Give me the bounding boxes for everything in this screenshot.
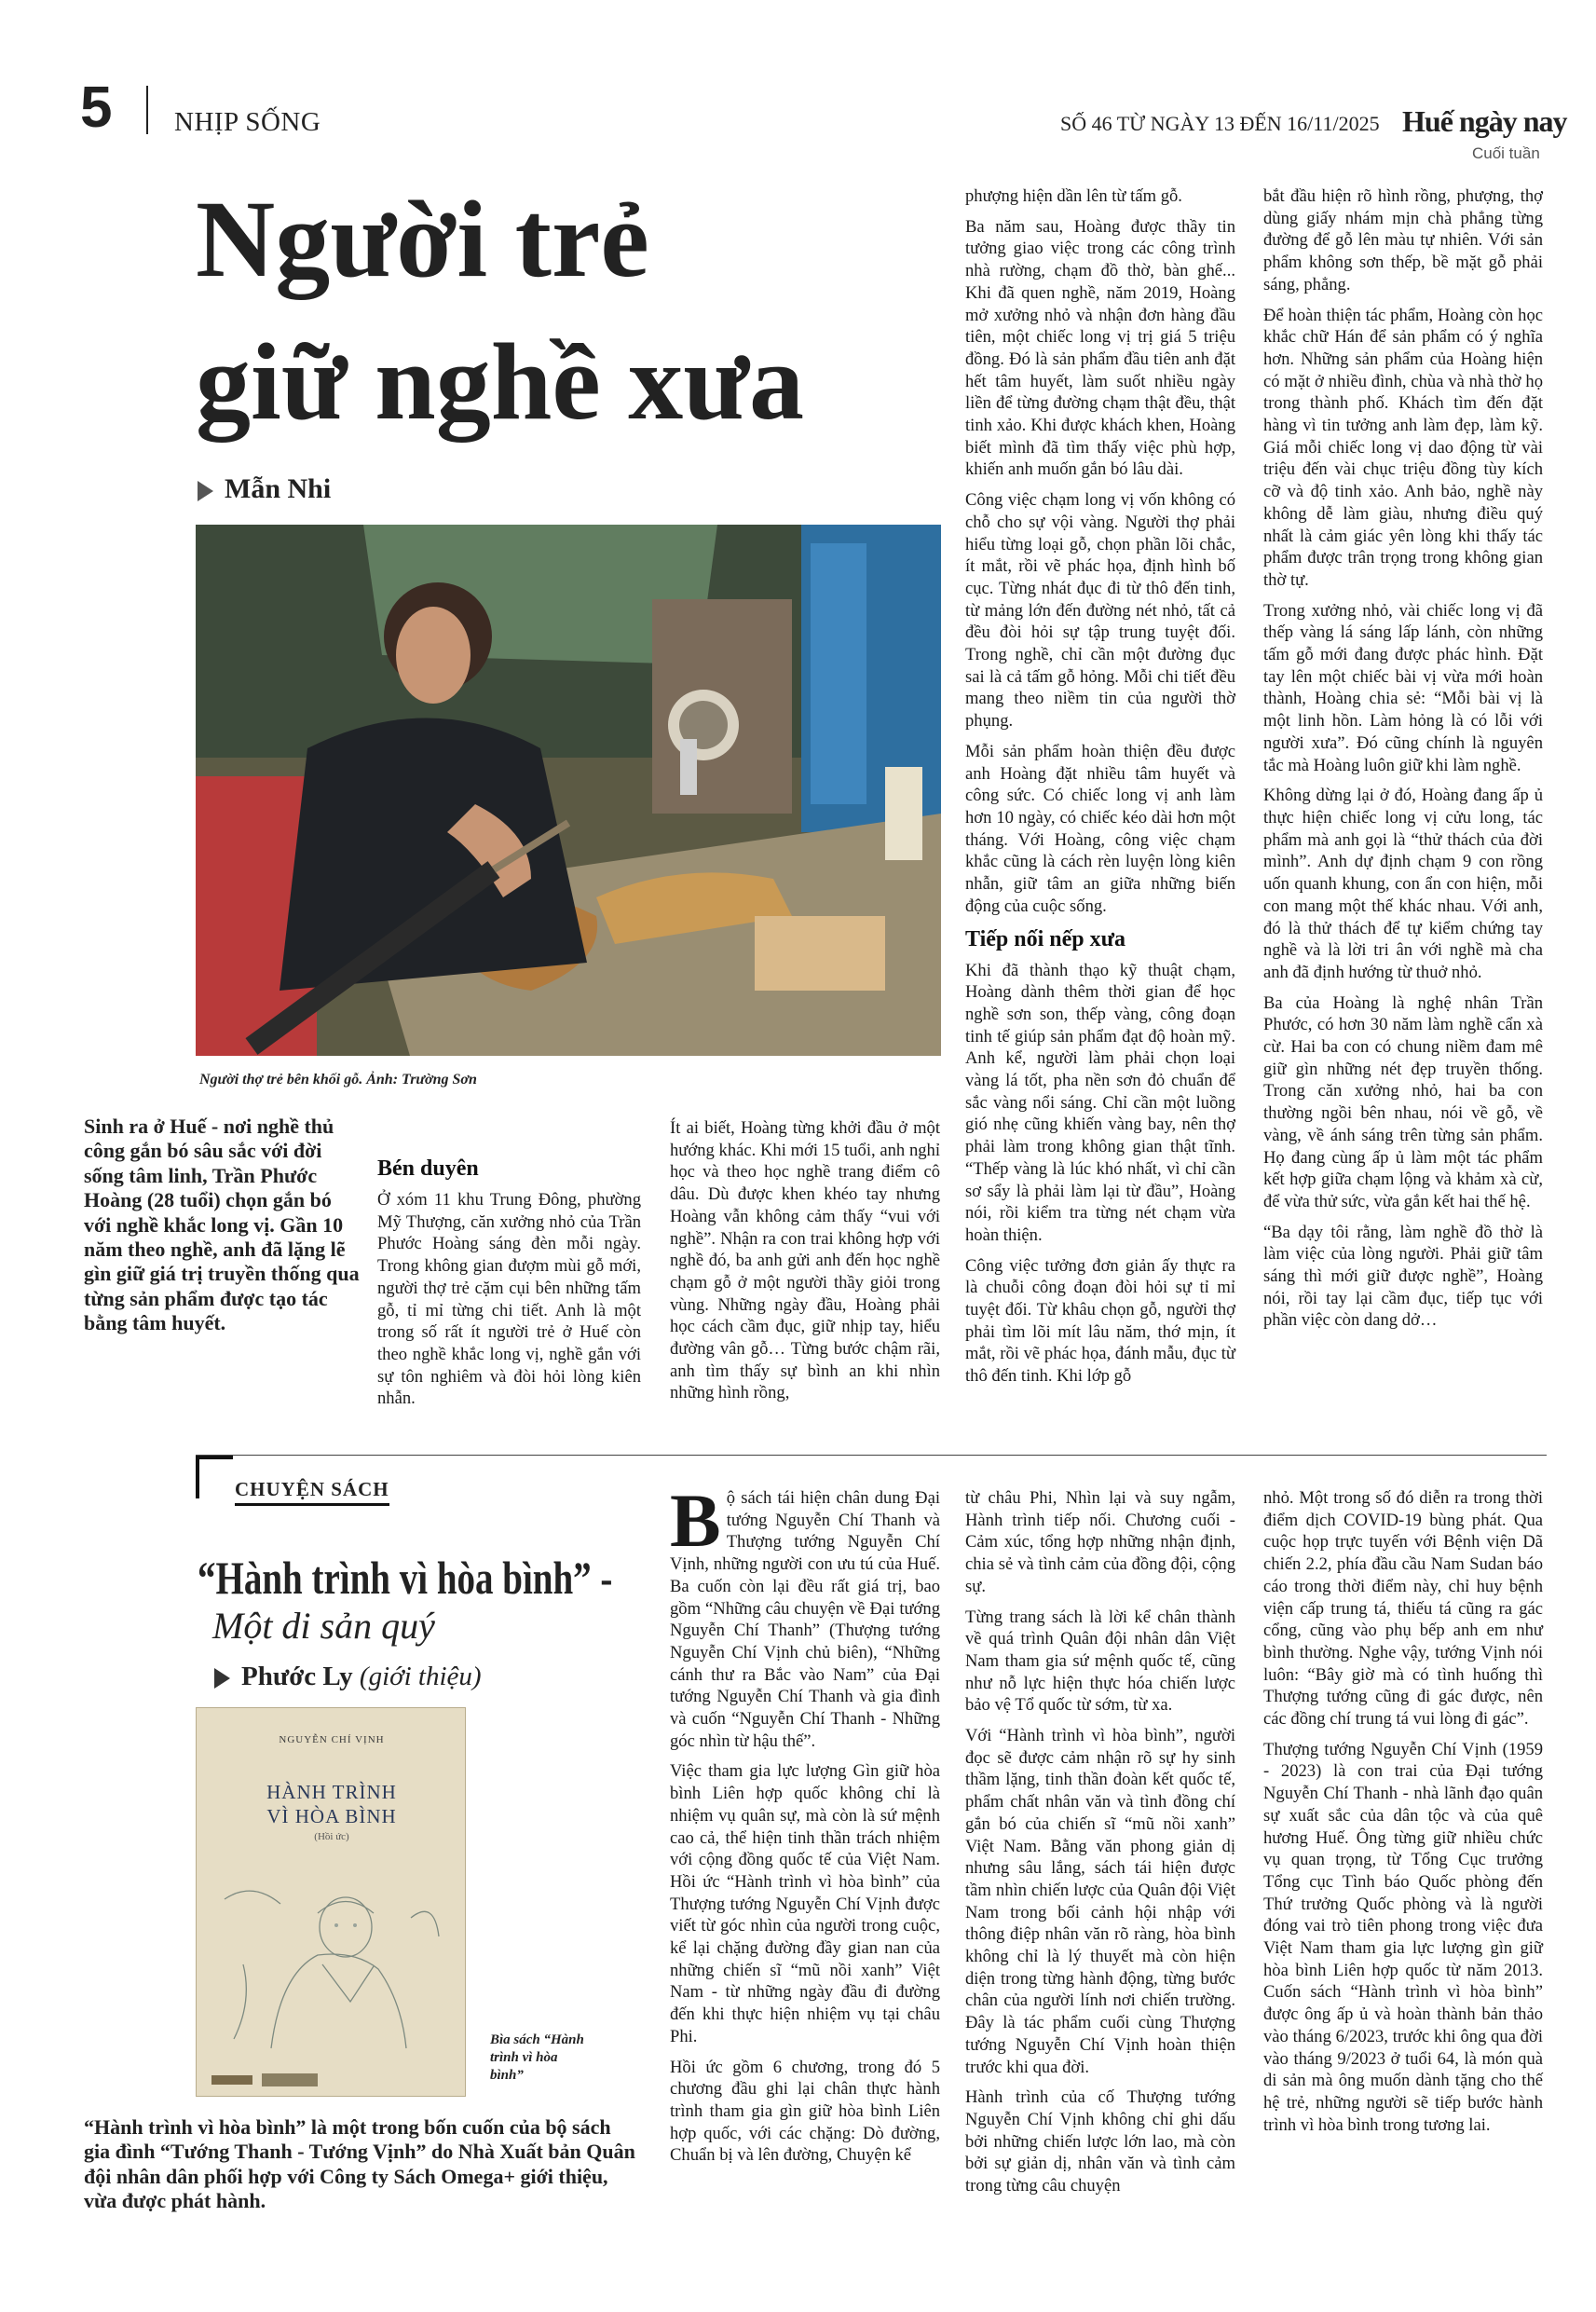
paragraph: “Ba dạy tôi rằng, làm nghề đồ thờ là làm việc của lòng người. Phải giữ tâm sáng thì mới giữ được nghề”, Hoàng nói, rồi tay lại cầm đục, tiếp tục với phần việc còn dang dở…	[1263, 1222, 1543, 1331]
paragraph: Khi đã thành thạo kỹ thuật chạm, Hoàng dành thêm thời gian để học nghề sơn son, thếp vàng, công đoạn tinh tế giúp sản phẩm đạt độ hoàn mỹ. Anh kể, người làm phải chọn loại vàng lá tốt, pha nền sơn đỏ chuẩn để sắc vàng nổi sáng. Chỉ cần một luồng gió nhẹ cũng khiến vàng bay, nên thợ phải làm trong không gian thật tĩnh. “Thếp vàng là lúc khó nhất, vì chỉ cần sơ sẩy là phải làm lại từ đầu”, Hoàng nói, rồi kiểm tra từng nét chạm vừa hoàn thiện.	[965, 960, 1235, 1245]
paragraph: nhỏ. Một trong số đó diễn ra trong thời điểm dịch COVID-19 bùng phát. Qua cuộc họp trực tuyến với Bệnh viện Dã chiến 2.2, phía đầu cầu Nam Sudan báo cáo trong thời điểm này, chỉ huy bệnh viện cấp trung tá, thiếu tá cũng ra gác cổng, cũng vào phụ bếp anh em như bình thường. Nghe vậy, tướng Vịnh nói luôn: “Bây giờ mà có tình huống thì Thượng tướng cũng đi gác được, nên các đồng chí trung tá vui lòng đi gác”.	[1263, 1488, 1543, 1730]
page-divider	[146, 86, 148, 134]
author-name: Phước Ly	[241, 1662, 353, 1691]
newspaper-logo-subtitle: Cuối tuần	[1472, 144, 1540, 162]
book-article-author	[214, 1662, 482, 1692]
paragraph: Với “Hành trình vì hòa bình”, người đọc sẽ được cảm nhận rõ sự hy sinh thầm lặng, tinh thần đoàn kết quốc tế, phẩm chất nhân văn và tình đồng chí gắn bó của chiến sĩ “mũ nồi xanh” Việt Nam. Bằng văn phong giản dị nhưng sâu lắng, sách tái hiện được tầm nhìn chiến lược của Quân đội Việt Nam trong bối cảnh hội nhập với thông điệp nhân văn rõ ràng, hòa bình không chỉ là lý thuyết mà còn hiện diện trong từng hành động, từng bước chân của người lính nơi chiến trường. Đây là tác phẩm cuối cùng Thượng tướng Nguyễn Chí Vịnh hoàn thiện trước khi qua đời.	[965, 1726, 1235, 2077]
book-cover-art	[215, 1862, 448, 2058]
triangle-icon	[198, 481, 213, 501]
article-title-line1: Người trẻ	[196, 178, 649, 300]
book-article-lead: “Hành trình vì hòa bình” là một trong bốn cuốn của bộ sách gia đình “Tướng Thanh - Tướng Vịnh” do Nhà Xuất bản Quân đội nhân dân phối hợp với Công ty Sách Omega+ giới thiệu, vừa được phát hành.	[84, 2115, 635, 2213]
book-article-column-3	[1263, 1487, 1543, 2144]
newspaper-logo: Huế ngày nay	[1402, 104, 1567, 138]
paragraph: phượng hiện dần lên từ tấm gỗ.	[965, 186, 1182, 206]
book-article-column-1	[670, 1478, 940, 2175]
paragraph: Từng trang sách là lời kể chân thành về quá trình Quân đội nhân dân Việt Nam tham gia sứ mệnh quốc tế, cũng như nỗ lực hiện thực hóa chiến lược bảo vệ Tổ quốc từ sớm, từ xa.	[965, 1607, 1235, 1716]
article-title-line2: giữ nghề xưa	[196, 321, 805, 443]
book-article-column-2	[965, 1487, 1235, 2206]
photo-caption: Người thợ trẻ bên khối gỗ. Ảnh: Trường Sơn	[199, 1072, 477, 1088]
book-cover	[196, 1707, 466, 2097]
paragraph: Ở xóm 11 khu Trung Đông, phường Mỹ Thượng, căn xưởng nhỏ của Trần Phước Hoàng sáng đèn mỗi ngày. Trong không gian đượm mùi gỗ mới, người thợ trẻ cặm cụi bên những tấm gỗ, tỉ mỉ từng chi tiết. Anh là một trong số rất ít người trẻ ở Huế còn theo nghề khắc long vị, nghề gắn với sự tôn nghiêm và đòi hỏi lòng kiên nhẫn.	[377, 1190, 641, 1409]
subheading-tiep-noi: Tiếp nối nếp xưa	[965, 926, 1126, 951]
subheading-ben-duyen: Bén duyên	[377, 1156, 479, 1181]
book-article-title: “Hành trình vì hòa bình” -	[198, 1552, 613, 1604]
article-column-3	[965, 185, 1235, 1396]
issue-date: SỐ 46 TỪ NGÀY 13 ĐẾN 16/11/2025	[1060, 112, 1380, 135]
paragraph: Trong xưởng nhỏ, vài chiếc long vị đã thếp vàng lá sáng lấp lánh, còn những tấm gỗ mới đang được phác hình. Đặt tay lên một chiếc bài vị vừa mới hoàn thành, Hoàng chia sẻ: “Mỗi bài vị là một linh hồn. Làm hỏng là có lỗi với người xưa”. Đó cũng chính là nguyên tắc mà Hoàng luôn giữ khi làm nghề.	[1263, 600, 1543, 775]
section-name: NHỊP SỐNG	[174, 107, 321, 137]
paragraph: Ba của Hoàng là nghệ nhân Trần Phước, có hơn 30 năm làm nghề cẩn xà cừ. Hai ba con có chung niềm đam mê giữ gìn những nét đẹp truyền thống. Trong căn xưởng nhỏ, hai ba con thường ngồi bên nhau, nói về gỗ, về vàng, về ánh sáng trên từng sản phẩm. Họ đang cùng ấp ủ làm một tác phẩm kết hợp giữa chạm lộng và khảm xà cừ, để vừa thử sức, vừa gắn kết hai thế hệ.	[1263, 992, 1543, 1211]
drop-cap: B	[670, 1478, 721, 1563]
article-author	[198, 473, 331, 505]
paragraph: Công việc tưởng đơn giản ấy thực ra là chuỗi công đoạn đòi hỏi sự tỉ mỉ tuyệt đối. Từ khâu chọn gỗ, người thợ phải tìm lõi mít lâu năm, thớ mịn, ít mắt, rồi vẽ phác họa, đánh mẫu, đục từ thô đến tinh. Khi lớp gỗ	[965, 1255, 1235, 1387]
book-cover-title-line1: HÀNH TRÌNH	[266, 1781, 397, 1803]
paragraph: ộ sách tái hiện chân dung Đại tướng Nguyễn Chí Thanh và Thượng tướng Nguyễn Chí Vịnh, những người con ưu tú của Huế. Ba cuốn còn lại đều rất giá trị, bao gồm “Những câu chuyện về Đại tướng Nguyễn Chí Thanh” (Thượng tướng Nguyễn Chí Vịnh chủ biên), “Những cánh thư ra Bắc vào Nam” của Đại tướng Nguyễn Chí Thanh và gia đình và cuốn “Nguyễn Chí Thanh - Những góc nhìn từ hậu thế”.	[670, 1488, 940, 1751]
paragraph: Ít ai biết, Hoàng từng khởi đầu ở một hướng khác. Khi mới 15 tuổi, anh nghỉ học và theo học nghề trang điểm cô dâu. Dù được khen khéo tay nhưng Hoàng vẫn không cảm thấy “vui với nghề”. Nhận ra con trai không hợp với nghề đó, ba anh gửi anh đến học nghề chạm gỗ ở một người thầy giỏi trong vùng. Những ngày đầu, Hoàng phải học cách cầm đục, giữ nhịp tay, hiểu đường vân gỗ… Từng bước chậm rãi, anh tìm thấy sự bình an khi nhìn những hình rồng,	[670, 1118, 940, 1403]
author-note: (giới thiệu)	[359, 1662, 482, 1691]
article-column-1	[377, 1152, 641, 1418]
paragraph: Ba năm sau, Hoàng được thầy tin tưởng giao việc trong các công trình nhà rường, chạm đồ thờ, bàn ghế... Khi đã quen nghề, năm 2019, Hoàng mở xưởng nhỏ và nhận đơn hàng đầu tiên, một chiếc long vị trị giá 5 triệu đồng. Đó là sản phẩm đầu tiên anh đặt hết tâm huyết, làm suốt nhiều ngày liền để từng đường chạm thật đều, thật tinh xảo. Khi được khách khen, Hoàng biết mình đã tìm thấy việc phù hợp, khiến anh muốn gắn bó lâu dài.	[965, 216, 1235, 480]
paragraph: Công việc chạm long vị vốn không có chỗ cho sự vội vàng. Người thợ phải hiểu từng loại gỗ, chọn phần lõi chắc, ít mắt, rồi vẽ phác họa, định hình bố cục. Từng nhát đục đi từ thô đến tinh, từ mảng lớn đến đường nét nhỏ, tất cả đều đòi hỏi sự tập trung tuyệt đối. Trong nghề, chỉ cần một đường đục sai là cả tấm gỗ hỏng. Mỗi chi tiết đều mang theo niềm tin của người thờ phụng.	[965, 490, 1235, 732]
book-cover-subtitle: (Hồi ức)	[314, 1831, 349, 1842]
triangle-icon	[214, 1668, 230, 1689]
bracket-icon	[196, 1456, 233, 1498]
paragraph: Hành trình của cố Thượng tướng Nguyễn Chí Vịnh không chỉ ghi dấu bởi những chiến lược lớn lao, mà còn bởi sự giản dị, nhân văn và tình cảm trong từng câu chuyện	[965, 2087, 1235, 2196]
publisher-logo	[211, 2075, 252, 2085]
paragraph: từ châu Phi, Nhìn lại và suy ngẫm, Hành trình tiếp nối. Chương cuối - Cảm xúc, tổng hợp những nhận định, chia sẻ và tình cảm của đồng đội, cộng sự.	[965, 1488, 1235, 1596]
paragraph: Hồi ức gồm 6 chương, trong đó 5 chương đầu ghi lại chân thực hành trình tham gia gìn giữ hòa bình Liên hợp quốc, với các chặng: Dò đường, Chuẩn bị và lên đường, Chuyện kể	[670, 2057, 940, 2166]
paragraph: Không dừng lại ở đó, Hoàng đang ấp ủ thực hiện chiếc long vị cửu long, tác phẩm mà anh gọi là “thử thách của đời mình”. Anh dự định chạm 9 con rồng uốn quanh khung, con ẩn con hiện, mỗi con mang một thế khác nhau. Với anh, đó là thử thách để tự kiểm chứng tay nghề và là lời tri ân với nghề mà cha anh đã định hướng từ thuở nhỏ.	[1263, 786, 1543, 982]
book-cover-author: NGUYỄN CHÍ VỊNH	[279, 1734, 385, 1745]
article-column-2	[670, 1117, 940, 1413]
workshop-photo	[196, 525, 941, 1056]
carver-illustration	[196, 525, 941, 1056]
paragraph: bắt đầu hiện rõ hình rồng, phượng, thợ dùng giấy nhám mịn chà phẳng từng đường để gỗ lên màu tự nhiên. Với sản phẩm không sơn thếp, bề mặt gỗ phải sáng, phẳng.	[1263, 186, 1543, 294]
section-label: CHUYỆN SÁCH	[235, 1478, 389, 1506]
paragraph: Để hoàn thiện tác phẩm, Hoàng còn học khắc chữ Hán để sản phẩm có ý nghĩa hơn. Những sản phẩm của Hoàng hiện có mặt ở nhiều đình, chùa và nhà thờ họ trong thành phố. Khách tìm đến đặt hàng vì tin tưởng anh làm đẹp, làm kỹ. Giá mỗi chiếc long vị dao động từ vài triệu đến vài chục triệu đồng tùy kích cỡ và độ tinh xảo. Anh bảo, nghề này không dễ làm giàu, nhưng điều quý nhất là cảm giác yên lòng khi thấy tác phẩm được trân trọng trong không gian thờ tự.	[1263, 305, 1543, 590]
page-number: 5	[80, 75, 113, 140]
paragraph: Việc tham gia lực lượng Gìn giữ hòa bình Liên hợp quốc không chỉ là nhiệm vụ quân sự, mà còn là sứ mệnh cao cả, thể hiện tinh thần trách nhiệm với cộng đồng quốc tế của Việt Nam. Hồi ức “Hành trình vì hòa bình” của Thượng tướng Nguyễn Chí Vịnh được viết từ góc nhìn của người trong cuộc, kể lại chặng đường đầy gian nan của những chiến sĩ “mũ nồi xanh” Việt Nam - từ những ngày đầu đi đường đến khi thực hiện nhiệm vụ tại châu Phi.	[670, 1761, 940, 2046]
publisher-logo	[262, 2073, 318, 2086]
book-caption: Bìa sách “Hành trình vì hòa bình”	[490, 2032, 584, 2083]
paragraph: Mỗi sản phẩm hoàn thiện đều được anh Hoàng đặt nhiều tâm huyết và công sức. Có chiếc long vị anh làm hơn 10 ngày, có chiếc kéo dài hơn một tháng. Với Hoàng, công việc chạm khắc cũng là cách rèn luyện lòng kiên nhẫn, giữ tâm an giữa những biến động của cuộc sống.	[965, 741, 1235, 916]
article-column-4	[1263, 185, 1543, 1340]
paragraph: Thượng tướng Nguyễn Chí Vịnh (1959 - 2023) là con trai của Đại tướng Nguyễn Chí Thanh - nhà lãnh đạo quân sự xuất sắc của dân tộc và của quê hương Huế. Ông từng giữ nhiều chức vụ quan trọng, từ Tổng Cục trưởng Tổng cục Tình báo Quốc phòng đến Thứ trưởng Quốc phòng và là người đóng vai trò tiên phong trong việc đưa Việt Nam tham gia lực lượng gìn giữ hòa bình Liên hợp quốc từ năm 2013. Cuốn sách “Hành trình vì hòa bình” được ông ấp ủ và hoàn thành bản thảo vào tháng 6/2023, trước khi ông qua đời vào tháng 9/2023 ở tuổi 64, là món quà di sản mà ông muốn dành tặng cho thế hệ trẻ, những người sẽ tiếp bước hành trình vì hòa bình trong tương lai.	[1263, 1739, 1543, 2135]
book-article-subtitle: Một di sản quý	[212, 1605, 435, 1647]
section-divider	[196, 1455, 1547, 1456]
author-name: Mẫn Nhi	[225, 473, 332, 504]
book-cover-title-line2: VÌ HÒA BÌNH	[266, 1805, 397, 1827]
article-lead: Sinh ra ở Huế - nơi nghề thủ công gắn bó sâu sắc với đời sống tâm linh, Trần Phước Hoàng (28 tuổi) chọn gắn bó với nghề khắc long vị. Gần 10 năm theo nghề, anh đã lặng lẽ gìn giữ giá trị truyền thống qua từng sản phẩm được tạo tác bằng tâm huyết.	[84, 1115, 360, 1335]
